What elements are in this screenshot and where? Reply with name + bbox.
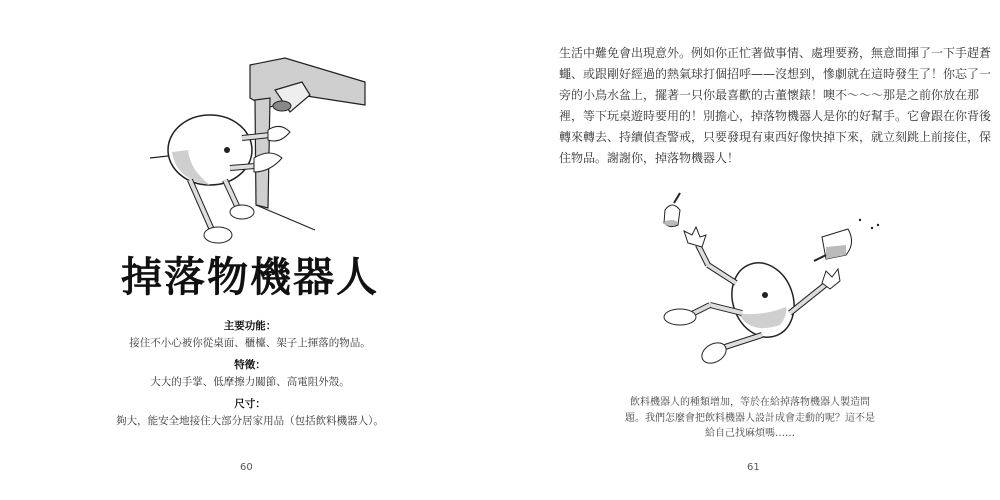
page-number-right: 61 (747, 462, 760, 473)
spec-value-size: 夠大，能安全地接住大部分居家用品（包括飲料機器人）。 (116, 415, 384, 427)
paragraph-line: 生活中難免會出現意外。例如你正忙著做事情、處理要務，無意間揮了一下手趕蒼 (559, 46, 992, 60)
paragraph-line: 轉來轉去、持續偵查警戒，只要發現有東西好像快掉下來，就立刻跳上前接住，保 (559, 130, 992, 144)
caption-line: 題。我們怎麼會把飲料機器人設計成會走動的呢？這不是 (625, 412, 875, 424)
right-page (500, 0, 1000, 500)
caption-line: 給自己找麻煩嗎…… (705, 428, 795, 439)
paragraph-line: 旁的小鳥水盆上，擺著一只你最喜歡的古董懷錶！噢不～～～那是之前你放在那 (559, 88, 980, 102)
robot-catching-illustration (150, 40, 370, 250)
spec-heading-function: 主要功能： (223, 320, 277, 332)
paragraph-line: 住物品。謝謝你，掉落物機器人！ (559, 151, 740, 165)
paragraph-line: 裡，等下玩桌遊時要用的！別擔心，掉落物機器人是你的好幫手。它會跟在你背後 (559, 109, 992, 123)
spec-value-features: 大大的手掌、低摩擦力關節、高電阻外殼。 (150, 376, 350, 388)
spec-value-function: 接住不小心被你從桌面、櫃檯、架子上揮落的物品。 (129, 337, 371, 349)
page-title: 掉落物機器人 (121, 253, 379, 301)
spec-heading-features: 特徵： (234, 359, 266, 371)
caption-line: 飲料機器人的種類增加，等於在給掉落物機器人製造問 (630, 397, 870, 408)
robot-falling-illustration (650, 185, 890, 375)
illustration-caption (620, 395, 880, 442)
spec-heading-size: 尺寸： (234, 398, 266, 410)
drink-robot-icon (664, 193, 680, 227)
spec-list (0, 318, 500, 435)
page-number-left: 60 (240, 462, 253, 473)
body-paragraph (559, 43, 992, 169)
paragraph-line: 蠅、或跟剛好經過的熱氣球打個招呼——沒想到，慘劇就在這時發生了！你忘了一 (559, 67, 992, 81)
drink-robot-icon (814, 219, 879, 261)
